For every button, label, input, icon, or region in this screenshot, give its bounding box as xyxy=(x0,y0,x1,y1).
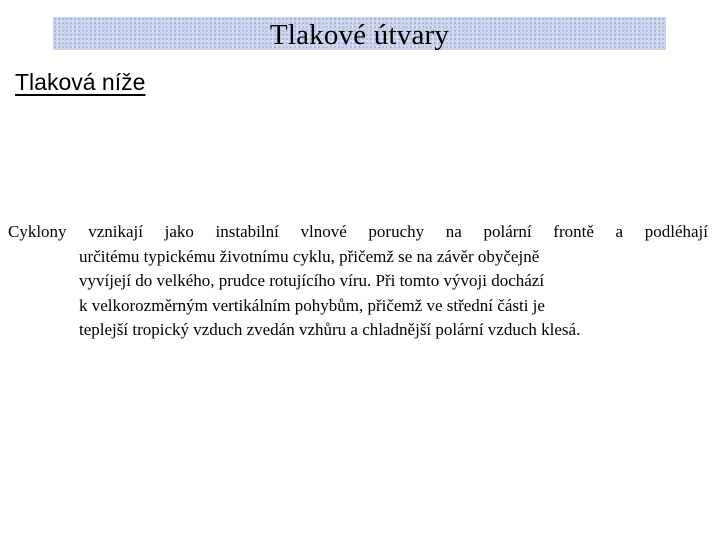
title-banner xyxy=(53,17,666,50)
paragraph-line: určitému typickému životnímu cyklu, přičemž se na závěr obyčejně xyxy=(79,246,540,266)
body-paragraph xyxy=(8,220,708,343)
slide-title: Tlakové útvary xyxy=(269,19,450,51)
slide-subtitle: Tlaková níže xyxy=(15,69,146,95)
paragraph-line: Cyklony vznikají jako instabilní vlnové poruchy na polární frontě a podléhají xyxy=(8,222,708,241)
paragraph-line: teplejší tropický vzduch zvedán vzhůru a chladnější polární vzduch klesá. xyxy=(79,320,581,339)
paragraph-line: vyvíjejí do velkého, prudce rotujícího víru. Při tomto vývoji dochází xyxy=(79,271,545,290)
paragraph-line: k velkorozměrným vertikálním pohybům, přičemž ve střední části je xyxy=(79,295,545,315)
